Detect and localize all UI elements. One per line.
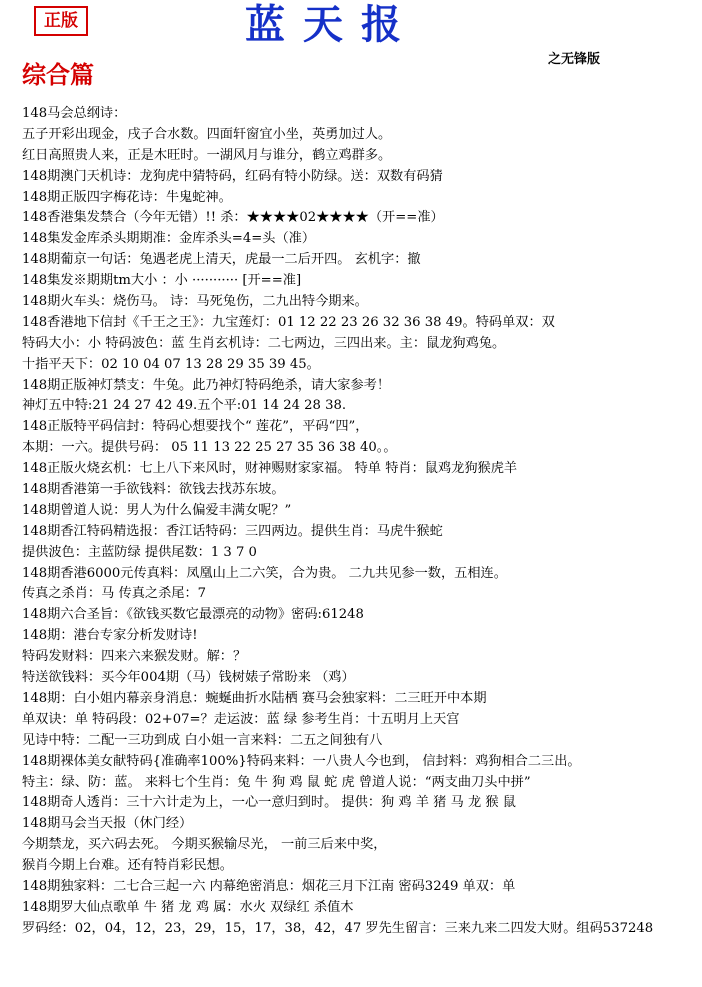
article-body	[22, 104, 702, 940]
edition-label: 之无锋版	[548, 52, 601, 67]
text-line: 148香港地下信封《千王之王》：九宝莲灯：01 12 22 23 26 32 36 38 49。特码单双：双	[22, 314, 555, 330]
text-line: 148集发※期期tm大小 ：小 ··········· [开==准]	[22, 273, 302, 289]
text-line: 特码发财料：四来六来猴发财。解：？	[22, 649, 247, 665]
text-line: 红日高照贵人来，正是木旺时。一湖风月与谁分，鹤立鸡群多。	[22, 147, 392, 163]
text-line: 148期：港台专家分析发财诗!	[22, 628, 198, 644]
text-line: 148期六合圣旨：《欲钱买数它最漂亮的动物》密码:61248	[22, 607, 364, 623]
text-line: 148期曾道人说：男人为什么偏爱丰满女呢？”	[22, 502, 292, 518]
text-line: 传真之杀肖：马 传真之杀尾：7	[22, 586, 207, 602]
text-line: 148香港集发禁合（今年无错）!! 杀：★★★★02★★★★（开==准）	[22, 210, 444, 226]
text-line: 148期奇人透肖：三十六计走为上，一心一意归到时。 提供：狗 鸡 羊 猪 马 龙 猴 鼠	[22, 795, 516, 811]
text-line: 148期：白小姐内幕亲身消息：蜿蜒曲折水陆栖 赛马会独家料：二三旺开中本期	[22, 690, 487, 706]
text-line: 148期马会当天报（休门经）	[22, 816, 193, 832]
newspaper-title: 蓝天报	[245, 1, 419, 48]
text-line: 148期澳门天机诗：龙狗虎中猜特码，红码有特小防绿。送：双数有码猜	[22, 168, 443, 184]
text-line: 提供波色：主蓝防绿 提供尾数：1 3 7 0	[22, 544, 257, 560]
text-line: 特送欲钱料：买今年004期（马）钱树婊子常盼来 （鸡）	[22, 670, 355, 686]
text-line: 148马会总纲诗：	[22, 106, 127, 121]
section-heading: 综合篇	[22, 60, 94, 89]
text-line: 148期独家料：二七合三起一六 内幕绝密消息：烟花三月下江南 密码3249 单双：单	[22, 878, 516, 894]
text-line: 猴肖今期上台难。还有特肖彩民想。	[22, 858, 233, 874]
text-line: 特码大小：小 特码波色：蓝 生肖玄机诗：二七两边，三四出来。主：鼠龙狗鸡兔。	[22, 335, 506, 351]
text-line: 148期罗大仙点歌单 牛 猪 龙 鸡 属：水火 双绿红 杀值木	[22, 899, 354, 915]
text-line: 五子开彩出现金，戌子合水数。四面轩窗宜小坐，英勇加过人。	[22, 126, 392, 142]
text-line: 十指平天下：02 10 04 07 13 28 29 35 39 45。	[22, 356, 320, 372]
text-line: 见诗中特：二配一三功到成 白小姐一言来料：二五之间独有八	[22, 732, 383, 748]
text-line: 148期火车头：烧伤马。 诗：马死兔伤，二九出特今期来。	[22, 294, 368, 310]
text-line: 148期正版四字梅花诗：牛鬼蛇神。	[22, 189, 232, 205]
text-line: 148期香港6000元传真料：凤凰山上二六笑，合为贵。 二九共见参一数，五相连。	[22, 565, 507, 581]
text-line: 神灯五中特:21 24 27 42 49.五个平:01 14 24 28 38.	[22, 398, 347, 414]
text-line: 148正版特平码信封：特码心想要找个“ 莲花”，平码“四”，	[22, 419, 369, 435]
text-line: 148期香港第一手欲钱料：欲钱去找苏东坡。	[22, 482, 285, 498]
text-line: 148集发金库杀头期期准：金库杀头=4=头（准）	[22, 231, 316, 247]
text-line: 148期裸体美女献特码{准确率100%}特码来料：一八贵人今也到， 信封料：鸡狗相合二三出。	[22, 753, 581, 769]
text-line: 今期禁龙，买六码去死。 今期买猴输尽光， 一前三后来中奖，	[22, 837, 387, 853]
text-line: 148期正版神灯禁支：牛兔。此乃神灯特码绝杀，请大家参考！	[22, 377, 391, 393]
text-line: 罗码经：02，04，12，23，29，15，17，38，42，47 罗先生留言：三来九来二四发大财。组码537248	[22, 920, 654, 936]
text-line: 148期葡京一句话：兔遇老虎上清天，虎最一二后开四。 玄机字：撤	[22, 252, 421, 268]
text-line: 特主：绿、防：蓝。 来料七个生肖：兔 牛 狗 鸡 鼠 蛇 虎 曾道人说：“两支曲刀头中拼”	[22, 774, 531, 790]
text-line: 148期香江特码精选报：香江话特码：三四两边。提供生肖：马虎牛猴蛇	[22, 523, 443, 539]
genuine-edition-stamp: 正版	[34, 6, 88, 36]
text-line: 单双诀：单 特码段：02+07=？走运波：蓝 绿 参考生肖：十五明月上天宫	[22, 711, 460, 727]
text-line: 148正版火烧玄机：七上八下来风时，财神赐财家家福。 特单 特肖：鼠鸡龙狗猴虎羊	[22, 461, 518, 477]
text-line: 本期：一六。提供号码： 05 11 13 22 25 27 35 36 38 40。。	[22, 440, 397, 456]
